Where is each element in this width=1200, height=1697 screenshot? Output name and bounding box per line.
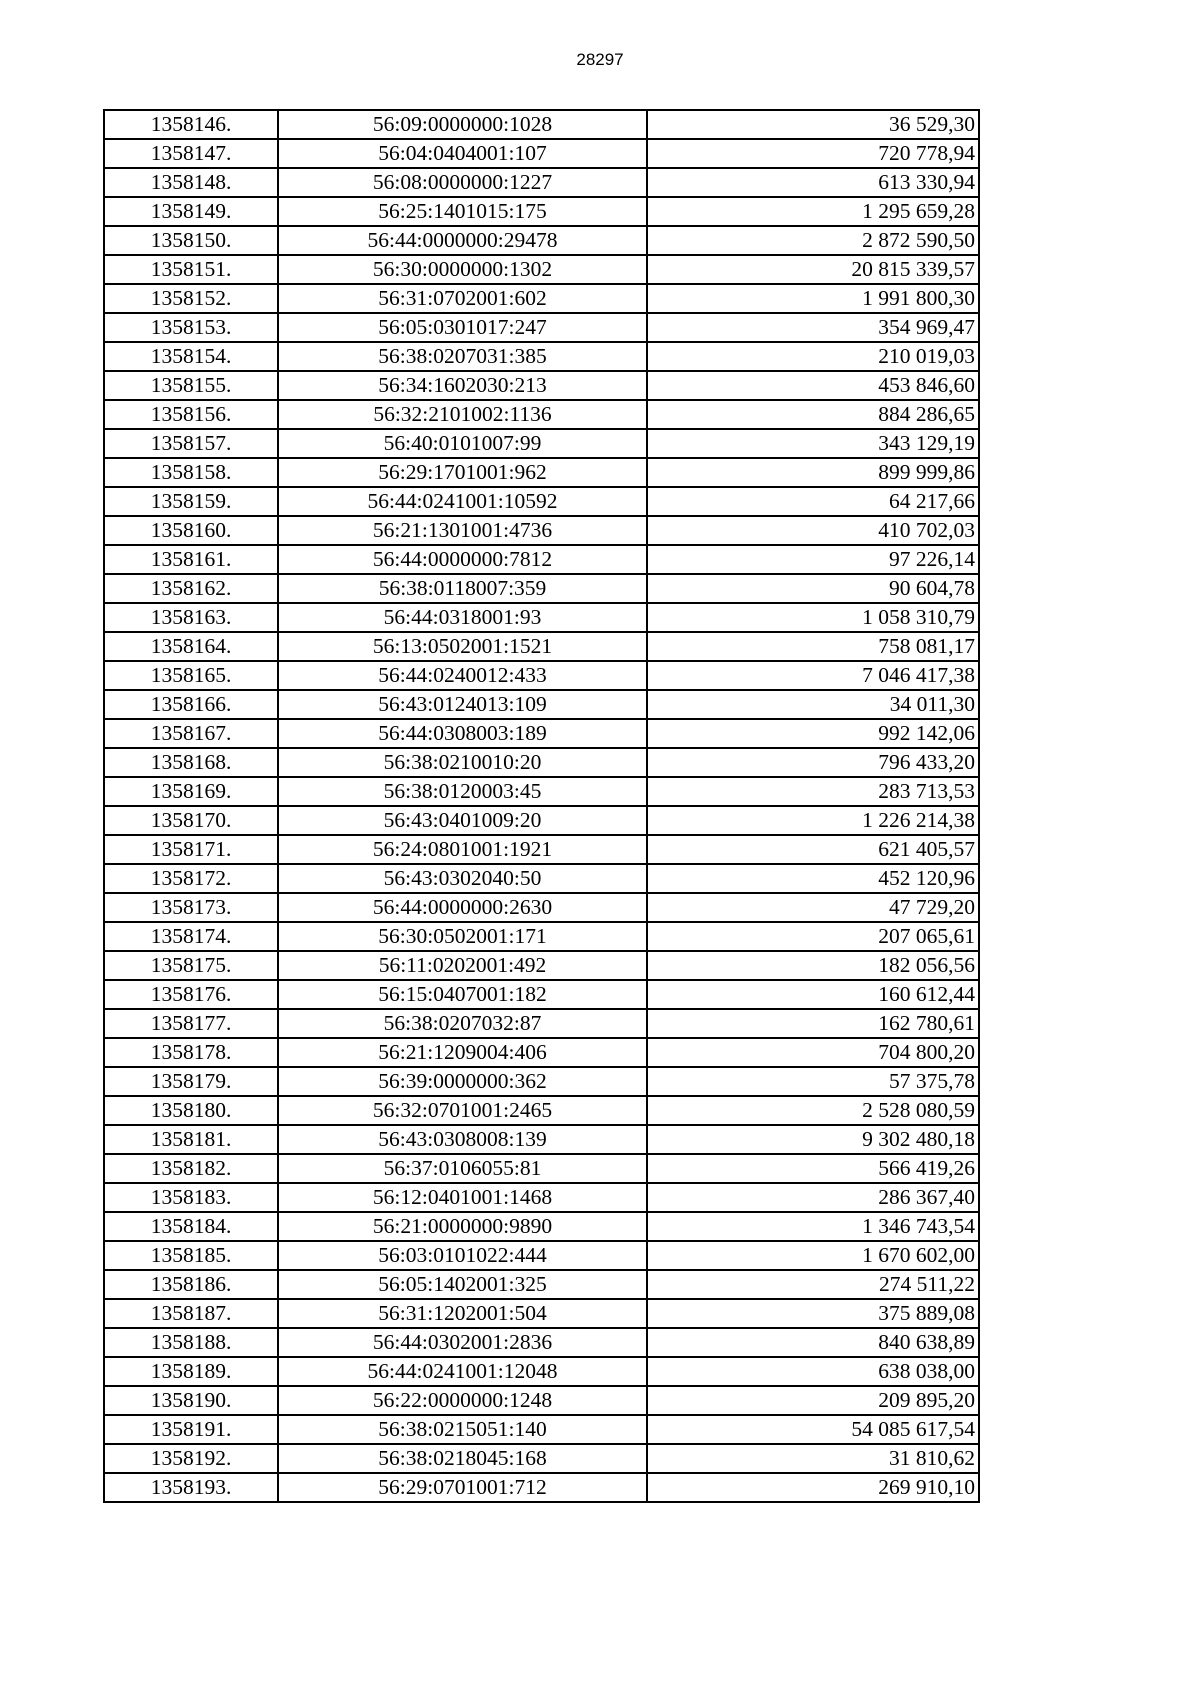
cadastral-value-cell: 283 713,53 xyxy=(647,777,979,806)
cadastral-number-cell: 56:31:1202001:504 xyxy=(278,1299,647,1328)
cadastral-number-cell: 56:30:0000000:1302 xyxy=(278,255,647,284)
row-number-cell: 1358161. xyxy=(104,545,278,574)
cadastral-value-cell: 621 405,57 xyxy=(647,835,979,864)
table-row xyxy=(104,197,979,226)
cadastral-value-cell: 1 226 214,38 xyxy=(647,806,979,835)
table-row xyxy=(104,922,979,951)
cadastral-number-cell: 56:34:1602030:213 xyxy=(278,371,647,400)
cadastral-value-cell: 796 433,20 xyxy=(647,748,979,777)
cadastral-value-cell: 1 991 800,30 xyxy=(647,284,979,313)
cadastral-number-cell: 56:39:0000000:362 xyxy=(278,1067,647,1096)
table-row xyxy=(104,284,979,313)
cadastral-value-cell: 343 129,19 xyxy=(647,429,979,458)
table-row xyxy=(104,603,979,632)
table-row xyxy=(104,110,979,139)
table-row xyxy=(104,1270,979,1299)
cadastral-number-cell: 56:09:0000000:1028 xyxy=(278,110,647,139)
cadastral-value-cell: 2 872 590,50 xyxy=(647,226,979,255)
table-row xyxy=(104,429,979,458)
table-row xyxy=(104,719,979,748)
cadastral-value-cell: 286 367,40 xyxy=(647,1183,979,1212)
row-number-cell: 1358184. xyxy=(104,1212,278,1241)
table-row xyxy=(104,632,979,661)
cadastral-number-cell: 56:04:0404001:107 xyxy=(278,139,647,168)
table-row xyxy=(104,1183,979,1212)
row-number-cell: 1358186. xyxy=(104,1270,278,1299)
cadastral-value-cell: 269 910,10 xyxy=(647,1473,979,1502)
cadastral-number-cell: 56:43:0302040:50 xyxy=(278,864,647,893)
page-number: 28297 xyxy=(576,50,624,69)
cadastral-number-cell: 56:43:0308008:139 xyxy=(278,1125,647,1154)
table-row xyxy=(104,1299,979,1328)
cadastral-value-cell: 638 038,00 xyxy=(647,1357,979,1386)
cadastral-value-cell: 207 065,61 xyxy=(647,922,979,951)
table-row xyxy=(104,806,979,835)
cadastral-number-cell: 56:37:0106055:81 xyxy=(278,1154,647,1183)
row-number-cell: 1358153. xyxy=(104,313,278,342)
row-number-cell: 1358167. xyxy=(104,719,278,748)
cadastral-number-cell: 56:32:2101002:1136 xyxy=(278,400,647,429)
row-number-cell: 1358146. xyxy=(104,110,278,139)
cadastral-number-cell: 56:15:0407001:182 xyxy=(278,980,647,1009)
cadastral-number-cell: 56:44:0000000:2630 xyxy=(278,893,647,922)
cadastral-number-cell: 56:44:0000000:29478 xyxy=(278,226,647,255)
table-row xyxy=(104,1473,979,1502)
row-number-cell: 1358173. xyxy=(104,893,278,922)
cadastral-value-cell: 840 638,89 xyxy=(647,1328,979,1357)
row-number-cell: 1358162. xyxy=(104,574,278,603)
row-number-cell: 1358190. xyxy=(104,1386,278,1415)
table-row xyxy=(104,1444,979,1473)
row-number-cell: 1358180. xyxy=(104,1096,278,1125)
cadastral-number-cell: 56:44:0308003:189 xyxy=(278,719,647,748)
table-row xyxy=(104,400,979,429)
row-number-cell: 1358150. xyxy=(104,226,278,255)
cadastral-number-cell: 56:30:0502001:171 xyxy=(278,922,647,951)
cadastral-number-cell: 56:44:0318001:93 xyxy=(278,603,647,632)
table-row xyxy=(104,1038,979,1067)
cadastral-value-cell: 162 780,61 xyxy=(647,1009,979,1038)
row-number-cell: 1358176. xyxy=(104,980,278,1009)
cadastral-number-cell: 56:13:0502001:1521 xyxy=(278,632,647,661)
row-number-cell: 1358181. xyxy=(104,1125,278,1154)
row-number-cell: 1358192. xyxy=(104,1444,278,1473)
cadastral-value-cell: 274 511,22 xyxy=(647,1270,979,1299)
row-number-cell: 1358164. xyxy=(104,632,278,661)
cadastral-value-cell: 210 019,03 xyxy=(647,342,979,371)
cadastral-number-cell: 56:03:0101022:444 xyxy=(278,1241,647,1270)
table-row xyxy=(104,951,979,980)
cadastral-value-cell: 453 846,60 xyxy=(647,371,979,400)
cadastral-number-cell: 56:05:0301017:247 xyxy=(278,313,647,342)
row-number-cell: 1358165. xyxy=(104,661,278,690)
cadastral-value-cell: 182 056,56 xyxy=(647,951,979,980)
row-number-cell: 1358166. xyxy=(104,690,278,719)
row-number-cell: 1358157. xyxy=(104,429,278,458)
row-number-cell: 1358159. xyxy=(104,487,278,516)
cadastral-number-cell: 56:43:0124013:109 xyxy=(278,690,647,719)
table-body xyxy=(104,110,979,1502)
table-row xyxy=(104,1415,979,1444)
cadastral-number-cell: 56:21:1209004:406 xyxy=(278,1038,647,1067)
table-row xyxy=(104,893,979,922)
table-row xyxy=(104,980,979,1009)
row-number-cell: 1358154. xyxy=(104,342,278,371)
cadastral-value-cell: 613 330,94 xyxy=(647,168,979,197)
cadastral-number-cell: 56:38:0218045:168 xyxy=(278,1444,647,1473)
cadastral-number-cell: 56:38:0207032:87 xyxy=(278,1009,647,1038)
cadastral-number-cell: 56:29:1701001:962 xyxy=(278,458,647,487)
cadastral-value-cell: 1 670 602,00 xyxy=(647,1241,979,1270)
cadastral-number-cell: 56:44:0241001:10592 xyxy=(278,487,647,516)
cadastral-number-cell: 56:21:1301001:4736 xyxy=(278,516,647,545)
row-number-cell: 1358168. xyxy=(104,748,278,777)
table-row xyxy=(104,661,979,690)
cadastral-value-cell: 64 217,66 xyxy=(647,487,979,516)
table-row xyxy=(104,574,979,603)
cadastral-number-cell: 56:08:0000000:1227 xyxy=(278,168,647,197)
row-number-cell: 1358169. xyxy=(104,777,278,806)
row-number-cell: 1358175. xyxy=(104,951,278,980)
cadastral-value-cell: 410 702,03 xyxy=(647,516,979,545)
table-row xyxy=(104,342,979,371)
row-number-cell: 1358151. xyxy=(104,255,278,284)
cadastral-number-cell: 56:22:0000000:1248 xyxy=(278,1386,647,1415)
table-row xyxy=(104,168,979,197)
table-row xyxy=(104,545,979,574)
cadastral-value-cell: 209 895,20 xyxy=(647,1386,979,1415)
row-number-cell: 1358155. xyxy=(104,371,278,400)
cadastral-number-cell: 56:44:0000000:7812 xyxy=(278,545,647,574)
table-row xyxy=(104,1328,979,1357)
cadastral-value-cell: 704 800,20 xyxy=(647,1038,979,1067)
cadastral-value-cell: 720 778,94 xyxy=(647,139,979,168)
cadastral-number-cell: 56:38:0215051:140 xyxy=(278,1415,647,1444)
table-row xyxy=(104,777,979,806)
row-number-cell: 1358152. xyxy=(104,284,278,313)
row-number-cell: 1358191. xyxy=(104,1415,278,1444)
table-row xyxy=(104,255,979,284)
table-row xyxy=(104,226,979,255)
cadastral-number-cell: 56:38:0207031:385 xyxy=(278,342,647,371)
cadastral-number-cell: 56:43:0401009:20 xyxy=(278,806,647,835)
table-row xyxy=(104,748,979,777)
cadastral-value-cell: 884 286,65 xyxy=(647,400,979,429)
table-row xyxy=(104,1386,979,1415)
row-number-cell: 1358185. xyxy=(104,1241,278,1270)
row-number-cell: 1358187. xyxy=(104,1299,278,1328)
cadastral-value-cell: 160 612,44 xyxy=(647,980,979,1009)
cadastral-value-cell: 992 142,06 xyxy=(647,719,979,748)
table-row xyxy=(104,516,979,545)
cadastral-number-cell: 56:38:0118007:359 xyxy=(278,574,647,603)
cadastral-value-cell: 97 226,14 xyxy=(647,545,979,574)
row-number-cell: 1358189. xyxy=(104,1357,278,1386)
cadastral-value-cell: 758 081,17 xyxy=(647,632,979,661)
cadastral-number-cell: 56:44:0240012:433 xyxy=(278,661,647,690)
row-number-cell: 1358163. xyxy=(104,603,278,632)
row-number-cell: 1358158. xyxy=(104,458,278,487)
cadastral-value-cell: 375 889,08 xyxy=(647,1299,979,1328)
row-number-cell: 1358193. xyxy=(104,1473,278,1502)
cadastral-value-cell: 20 815 339,57 xyxy=(647,255,979,284)
row-number-cell: 1358177. xyxy=(104,1009,278,1038)
table-row xyxy=(104,313,979,342)
table-row xyxy=(104,1357,979,1386)
cadastral-value-cell: 899 999,86 xyxy=(647,458,979,487)
cadastral-value-cell: 1 346 743,54 xyxy=(647,1212,979,1241)
table-row xyxy=(104,487,979,516)
cadastral-number-cell: 56:44:0241001:12048 xyxy=(278,1357,647,1386)
cadastral-value-cell: 354 969,47 xyxy=(647,313,979,342)
row-number-cell: 1358149. xyxy=(104,197,278,226)
row-number-cell: 1358171. xyxy=(104,835,278,864)
cadastral-value-cell: 47 729,20 xyxy=(647,893,979,922)
cadastral-number-cell: 56:38:0120003:45 xyxy=(278,777,647,806)
cadastral-value-cell: 566 419,26 xyxy=(647,1154,979,1183)
table-row xyxy=(104,1009,979,1038)
cadastral-value-table xyxy=(103,109,980,1503)
table-row xyxy=(104,835,979,864)
cadastral-value-cell: 31 810,62 xyxy=(647,1444,979,1473)
row-number-cell: 1358156. xyxy=(104,400,278,429)
cadastral-number-cell: 56:25:1401015:175 xyxy=(278,197,647,226)
cadastral-number-cell: 56:40:0101007:99 xyxy=(278,429,647,458)
cadastral-number-cell: 56:21:0000000:9890 xyxy=(278,1212,647,1241)
row-number-cell: 1358179. xyxy=(104,1067,278,1096)
table-row xyxy=(104,864,979,893)
table-row xyxy=(104,1096,979,1125)
cadastral-number-cell: 56:38:0210010:20 xyxy=(278,748,647,777)
cadastral-number-cell: 56:24:0801001:1921 xyxy=(278,835,647,864)
table-row xyxy=(104,1241,979,1270)
cadastral-value-cell: 2 528 080,59 xyxy=(647,1096,979,1125)
table-row xyxy=(104,371,979,400)
cadastral-value-cell: 57 375,78 xyxy=(647,1067,979,1096)
cadastral-number-cell: 56:32:0701001:2465 xyxy=(278,1096,647,1125)
table-row xyxy=(104,1154,979,1183)
cadastral-value-cell: 1 058 310,79 xyxy=(647,603,979,632)
cadastral-number-cell: 56:11:0202001:492 xyxy=(278,951,647,980)
row-number-cell: 1358174. xyxy=(104,922,278,951)
cadastral-value-cell: 54 085 617,54 xyxy=(647,1415,979,1444)
cadastral-number-cell: 56:29:0701001:712 xyxy=(278,1473,647,1502)
table-row xyxy=(104,690,979,719)
cadastral-value-cell: 36 529,30 xyxy=(647,110,979,139)
row-number-cell: 1358172. xyxy=(104,864,278,893)
row-number-cell: 1358148. xyxy=(104,168,278,197)
cadastral-value-cell: 1 295 659,28 xyxy=(647,197,979,226)
cadastral-value-cell: 7 046 417,38 xyxy=(647,661,979,690)
table-row xyxy=(104,1067,979,1096)
row-number-cell: 1358183. xyxy=(104,1183,278,1212)
cadastral-number-cell: 56:05:1402001:325 xyxy=(278,1270,647,1299)
cadastral-number-cell: 56:44:0302001:2836 xyxy=(278,1328,647,1357)
cadastral-value-cell: 9 302 480,18 xyxy=(647,1125,979,1154)
cadastral-value-cell: 34 011,30 xyxy=(647,690,979,719)
cadastral-number-cell: 56:12:0401001:1468 xyxy=(278,1183,647,1212)
row-number-cell: 1358170. xyxy=(104,806,278,835)
table-row xyxy=(104,139,979,168)
table-row xyxy=(104,1125,979,1154)
row-number-cell: 1358182. xyxy=(104,1154,278,1183)
cadastral-number-cell: 56:31:0702001:602 xyxy=(278,284,647,313)
cadastral-value-cell: 90 604,78 xyxy=(647,574,979,603)
row-number-cell: 1358188. xyxy=(104,1328,278,1357)
row-number-cell: 1358178. xyxy=(104,1038,278,1067)
row-number-cell: 1358147. xyxy=(104,139,278,168)
cadastral-value-cell: 452 120,96 xyxy=(647,864,979,893)
table-row xyxy=(104,1212,979,1241)
row-number-cell: 1358160. xyxy=(104,516,278,545)
table-row xyxy=(104,458,979,487)
